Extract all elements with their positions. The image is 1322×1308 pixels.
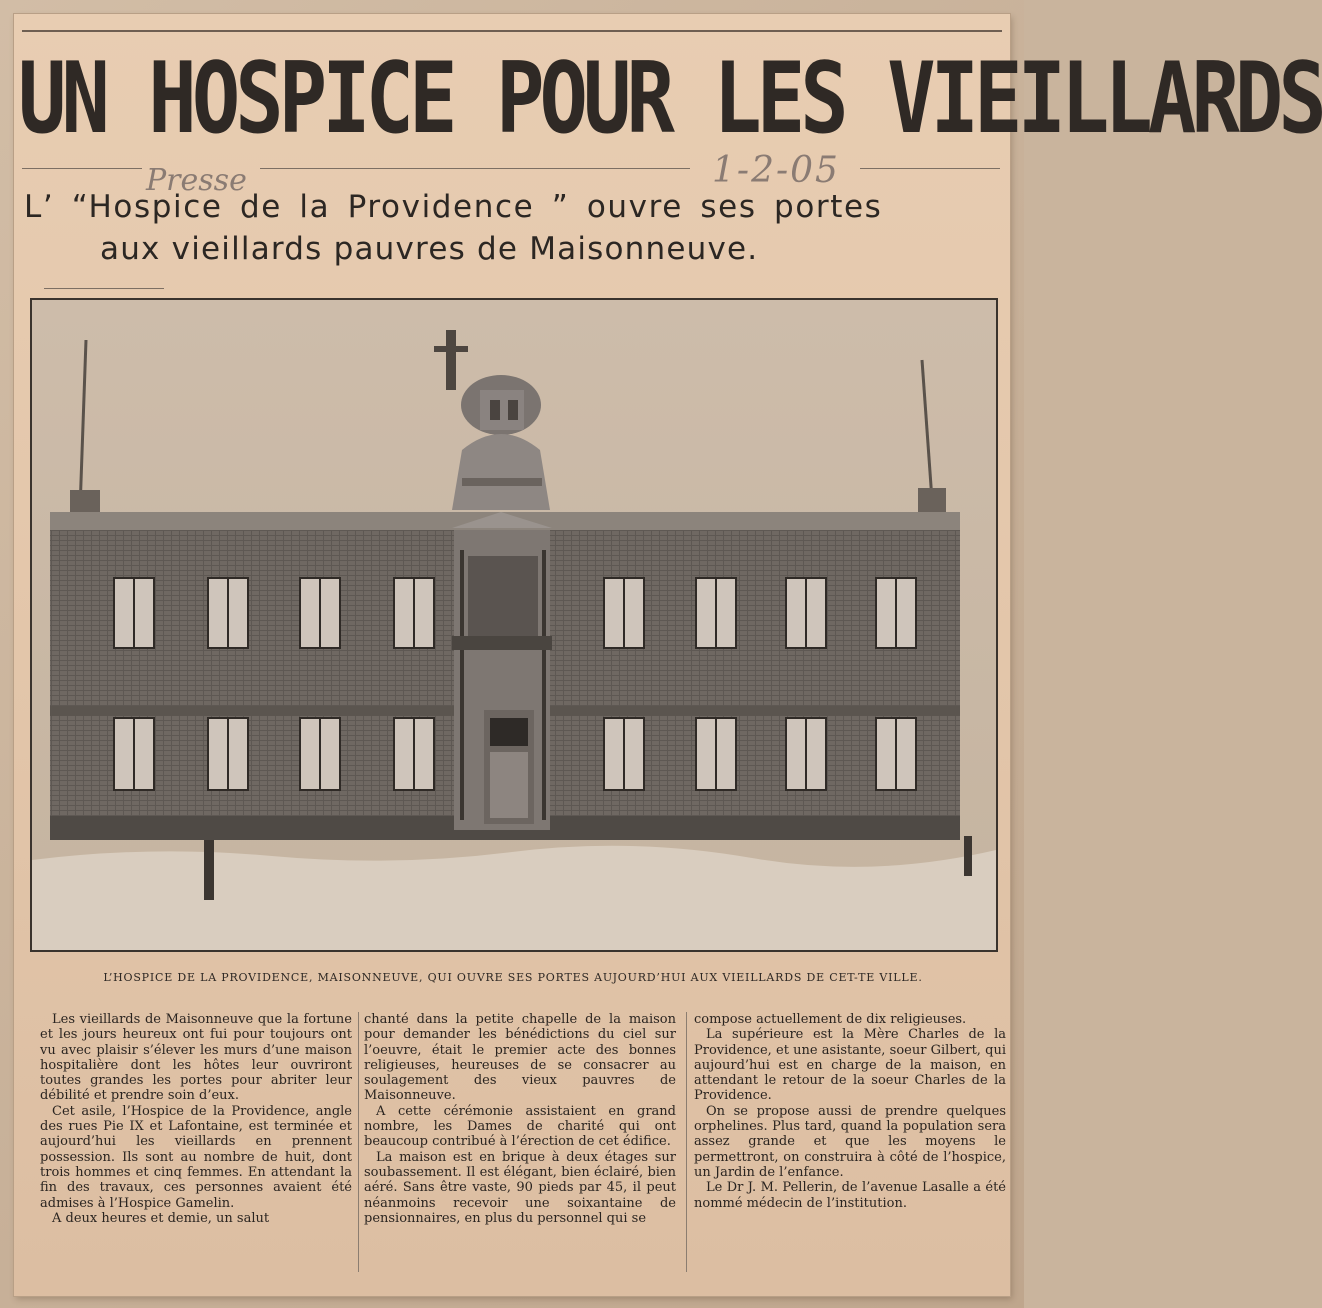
paragraph: A cette cérémonie assistaient en grand nombre, les Dames de charité qui ont beaucoup contribué à l’érection de cet édifice. [364,1103,676,1150]
divider-left [22,168,142,169]
paragraph: Cet asile, l’Hospice de la Providence, angle des rues Pie IX et Lafontaine, est terminée et aujourd’hui les vieillards en prennent possession. Ils sont au nombre de huit, dont trois hommes et cinq femmes. En attendant la fin des travaux, ces personnes avaient été admises à l’Hospice Gamelin. [40,1103,352,1211]
building-photo [30,298,998,952]
subheadline [24,186,1004,270]
article-body [40,1012,1016,1280]
subheadline-line-1: L’ “Hospice de la Providence ” ouvre ses portes [24,189,883,225]
pencil-annotation-source: Presse [146,163,247,198]
paragraph: On se propose aussi de prendre quelques orphelines. Plus tard, quand la population sera assez grande et que les moyens le permettront, on construira à côté de l’hospice, un Jardin de l’enfance. [694,1103,1006,1180]
top-rule [22,30,1002,32]
headline: UN HOSPICE POUR LES VIEILLARDS [18,42,1322,156]
paragraph: La supérieure est la Mère Charles de la Providence, et une asistante, soeur Gilbert, qui aujourd’hui est en charge de la maison, en attendant le retour de la soeur Charles de la Providence. [694,1027,1006,1104]
article-column-1 [40,1012,352,1226]
column-rule [686,1012,687,1272]
divider-mid [260,168,690,169]
paragraph: Les vieillards de Maisonneuve que la fortune et les jours heureux ont fui pour toujours ont vu avec plaisir s’élever les murs d’une maison hospitalière dont les hôtes leur ouvriront toutes grandes les portes pour abriter leur débilité et prendre soin d’eux. [40,1012,352,1104]
divider-under-subhead [44,288,164,289]
pencil-annotation-date: 1-2-05 [712,150,840,191]
subheadline-line-2: aux vieillards pauvres de Maisonneuve. [100,231,759,267]
article-column-3 [694,1012,1006,1211]
paragraph: chanté dans la petite chapelle de la maison pour demander les bénédictions du ciel sur l’oeuvre, était le premier acte des bonnes religieuses, heureuses de se consacrer au soulagement des vieux pauvres de Maisonneuve. [364,1012,676,1104]
column-rule [358,1012,359,1272]
divider-right [860,168,1000,169]
paragraph: Le Dr J. M. Pellerin, de l’avenue Lasalle a été nommé médecin de l’institution. [694,1180,1006,1211]
paragraph: A deux heures et demie, un salut [52,1210,270,1226]
paragraph: La maison est en brique à deux étages sur soubassement. Il est élégant, bien éclairé, bien aéré. Sans être vaste, 90 pieds par 45, il peut néanmoins recevoir une soixantaine de pensionnaires, en plus du personnel qui se [364,1149,676,1226]
paragraph: compose actuellement de dix religieuses. [694,1012,967,1027]
building-photo-illustration [32,300,996,950]
photo-caption: L’HOSPICE DE LA PROVIDENCE, MAISONNEUVE, QUI OUVRE SES PORTES AUJOURD’HUI AUX VIEILLARDS DE CET-TE VILLE. [103,971,923,984]
article-column-2 [364,1012,676,1226]
